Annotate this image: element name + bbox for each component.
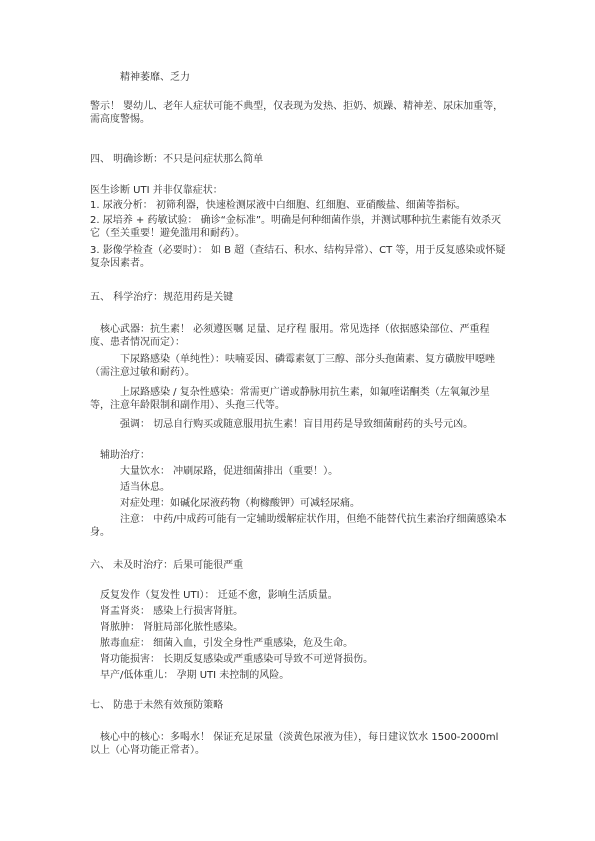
- list-item: 2. 尿培养 + 药敏试验： 确诊“金标准”。明确是何种细菌作祟，并测试哪种抗生素能有效杀灭它（至关重要！避免滥用和耐药）。: [90, 215, 501, 239]
- list-item: 反复发作（复发性 UTI）： 迁延不愈，影响生活质量。: [100, 590, 338, 601]
- subheading: 辅助治疗：: [100, 450, 150, 461]
- list-item: 大量饮水： 冲刷尿路，促进细菌排出（重要！）。: [120, 466, 339, 477]
- list-item: 早产/低体重儿： 孕期 UTI 未控制的风险。: [100, 670, 290, 681]
- paragraph: 核心武器：抗生素！ 必须遵医嘱 足量、足疗程 服用。常见选择（依据感染部位、严重程度、患者情况而定）：: [90, 324, 490, 348]
- section-heading-6: 六、 未及时治疗：后果可能很严重: [90, 560, 244, 571]
- section-heading-5: 五、 科学治疗：规范用药是关键: [90, 292, 234, 303]
- text-line: 精神萎靡、乏力: [120, 72, 190, 83]
- list-item: 1. 尿液分析： 初筛利器，快速检测尿液中白细胞、红细胞、亚硝酸盐、细菌等指标。: [90, 200, 466, 211]
- paragraph: 核心中的核心：多喝水！ 保证充足尿量（淡黄色尿液为佳），每日建议饮水 1500-2000ml 以上（心肾功能正常者）。: [90, 732, 499, 756]
- emphasis-note: 强调： 切忌自行购买或随意服用抗生素！盲目用药是导致细菌耐药的头号元凶。: [120, 419, 474, 430]
- list-item: 3. 影像学检查（必要时）： 如 B 超（查结石、积水、结构异常）、CT 等，用于反复感染或怀疑复杂因素者。: [90, 245, 506, 269]
- list-item: 肾盂肾炎： 感染上行损害肾脏。: [100, 606, 244, 617]
- text-line: 医生诊断 UTI 并非仅靠症状：: [90, 185, 223, 196]
- list-item: 对症处理：如碱化尿液药物（枸橼酸钾）可减轻尿痛。: [120, 498, 360, 509]
- section-heading-7: 七、 防患于未然有效预防策略: [90, 700, 224, 711]
- list-item: 适当休息。: [120, 482, 170, 493]
- section-heading-4: 四、 明确诊断：不只是问症状那么简单: [90, 154, 264, 165]
- list-item: 肾脓肿： 肾脏局部化脓性感染。: [100, 622, 244, 633]
- list-item: 肾功能损害： 长期反复感染或严重感染可导致不可逆肾损伤。: [100, 654, 374, 665]
- paragraph: 下尿路感染（单纯性）：呋喃妥因、磷霉素氨丁三醇、部分头孢菌素、复方磺胺甲噁唑（需注意过敏和耐药）。: [90, 354, 495, 378]
- paragraph: 注意： 中药/中成药可能有一定辅助缓解症状作用，但绝不能替代抗生素治疗细菌感染本身。: [90, 514, 507, 538]
- warning-paragraph: 警示！ 婴幼儿、老年人症状可能不典型，仅表现为发热、拒奶、烦躁、精神差、尿床加重等，需高度警惕。: [90, 101, 504, 125]
- paragraph: 上尿路感染 / 复杂性感染：常需更广谱或静脉用抗生素，如氟喹诺酮类（左氧氟沙星等，注意年龄限制和副作用）、头孢三代等。: [90, 387, 490, 411]
- list-item: 脓毒血症： 细菌入血，引发全身性严重感染，危及生命。: [100, 638, 354, 649]
